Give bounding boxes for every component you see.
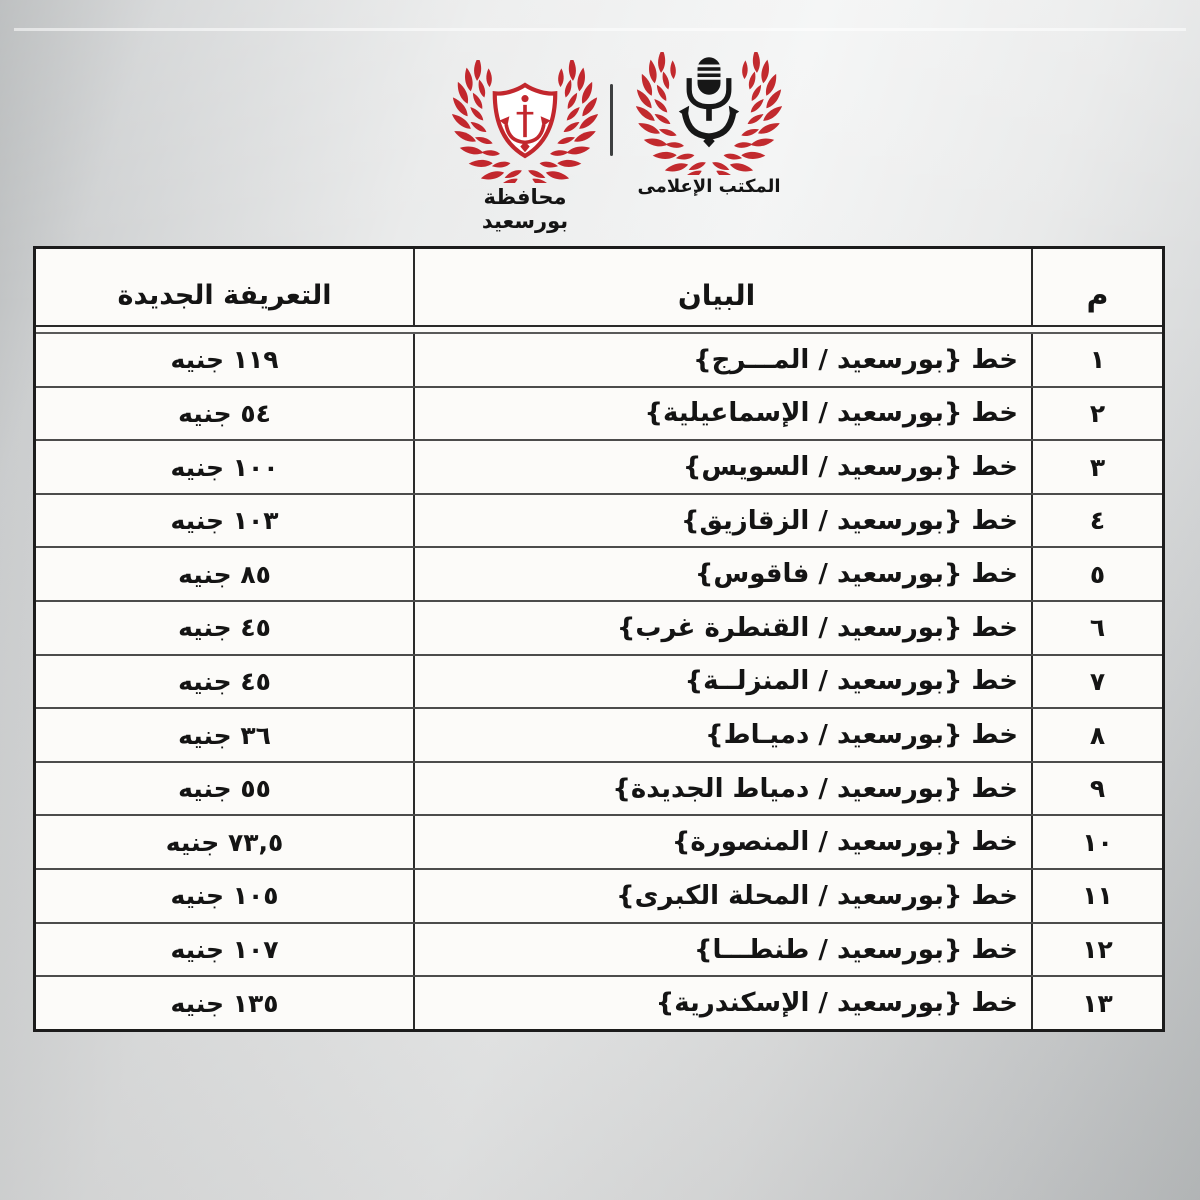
row-description: خط {بورسعيد / المنزلــة} [413, 656, 1031, 708]
table-row [36, 656, 1162, 710]
row-description: خط {بورسعيد / الإسكندرية} [413, 977, 1031, 1029]
table-header-row [36, 249, 1162, 327]
column-header-description: البيان [413, 249, 1031, 325]
table-row [36, 816, 1162, 870]
row-new-tariff: ٨٥ جنيه [178, 559, 271, 589]
table-body [36, 334, 1162, 1029]
scan-glare-line [14, 28, 1186, 31]
column-header-index: م [1031, 249, 1162, 325]
media-office-logo-caption: المكتب الإعلامى [637, 176, 781, 198]
table-row [36, 334, 1162, 388]
row-index: ٤ [1031, 495, 1162, 547]
table-row [36, 388, 1162, 442]
column-header-new-tariff: التعريفة الجديدة [117, 279, 332, 311]
row-index: ٨ [1031, 709, 1162, 761]
table-row [36, 763, 1162, 817]
tariff-table [33, 246, 1165, 1032]
media-office-logo [634, 52, 784, 198]
row-description: خط {بورسعيد / الإسماعيلية} [413, 388, 1031, 440]
table-row [36, 495, 1162, 549]
table-row [36, 924, 1162, 978]
row-new-tariff: ٥٥ جنيه [178, 774, 271, 804]
row-description: خط {بورسعيد / دمياط الجديدة} [413, 763, 1031, 815]
row-index: ١١ [1031, 870, 1162, 922]
header-logos [438, 48, 786, 234]
governorate-logo [446, 60, 604, 233]
row-index: ١ [1031, 334, 1162, 386]
row-index: ٧ [1031, 656, 1162, 708]
table-row [36, 870, 1162, 924]
row-index: ١٢ [1031, 924, 1162, 976]
row-new-tariff: ٥٤ جنيه [178, 398, 271, 428]
row-index: ١٣ [1031, 977, 1162, 1029]
row-description: خط {بورسعيد / المـــرج} [413, 334, 1031, 386]
row-new-tariff: ١٠٥ جنيه [170, 881, 279, 911]
row-new-tariff: ٧٣,٥ جنيه [165, 827, 284, 857]
row-description: خط {بورسعيد / المحلة الكبرى} [413, 870, 1031, 922]
laurel-microphone-anchor-icon [636, 52, 782, 175]
table-row [36, 709, 1162, 763]
header-double-rule [36, 327, 1162, 334]
row-description: خط {بورسعيد / الزقازيق} [413, 495, 1031, 547]
row-index: ٩ [1031, 763, 1162, 815]
row-new-tariff: ١٠٣ جنيه [170, 506, 279, 536]
row-index: ٥ [1031, 548, 1162, 600]
row-new-tariff: ٤٥ جنيه [178, 613, 271, 643]
row-description: خط {بورسعيد / طنطـــا} [413, 924, 1031, 976]
row-new-tariff: ٣٦ جنيه [178, 720, 271, 750]
table-row [36, 548, 1162, 602]
row-new-tariff: ١١٩ جنيه [170, 345, 279, 375]
logo-divider [610, 84, 613, 156]
laurel-shield-anchor-icon [452, 60, 598, 183]
row-new-tariff: ١٠٠ جنيه [170, 452, 279, 482]
row-index: ٣ [1031, 441, 1162, 493]
row-new-tariff: ١٣٥ جنيه [170, 988, 279, 1018]
row-description: خط {بورسعيد / السويس} [413, 441, 1031, 493]
row-description: خط {بورسعيد / دميـاط} [413, 709, 1031, 761]
row-description: خط {بورسعيد / فاقوس} [413, 548, 1031, 600]
row-description: خط {بورسعيد / المنصورة} [413, 816, 1031, 868]
row-description: خط {بورسعيد / القنطرة غرب} [413, 602, 1031, 654]
row-new-tariff: ١٠٧ جنيه [170, 935, 279, 964]
table-row [36, 441, 1162, 495]
row-index: ٢ [1031, 388, 1162, 440]
row-index: ٦ [1031, 602, 1162, 654]
table-row [36, 602, 1162, 656]
row-new-tariff: ٤٥ جنيه [178, 666, 271, 696]
table-row [36, 977, 1162, 1029]
governorate-logo-caption: محافظة بورسعيد [481, 185, 569, 234]
row-index: ١٠ [1031, 816, 1162, 868]
